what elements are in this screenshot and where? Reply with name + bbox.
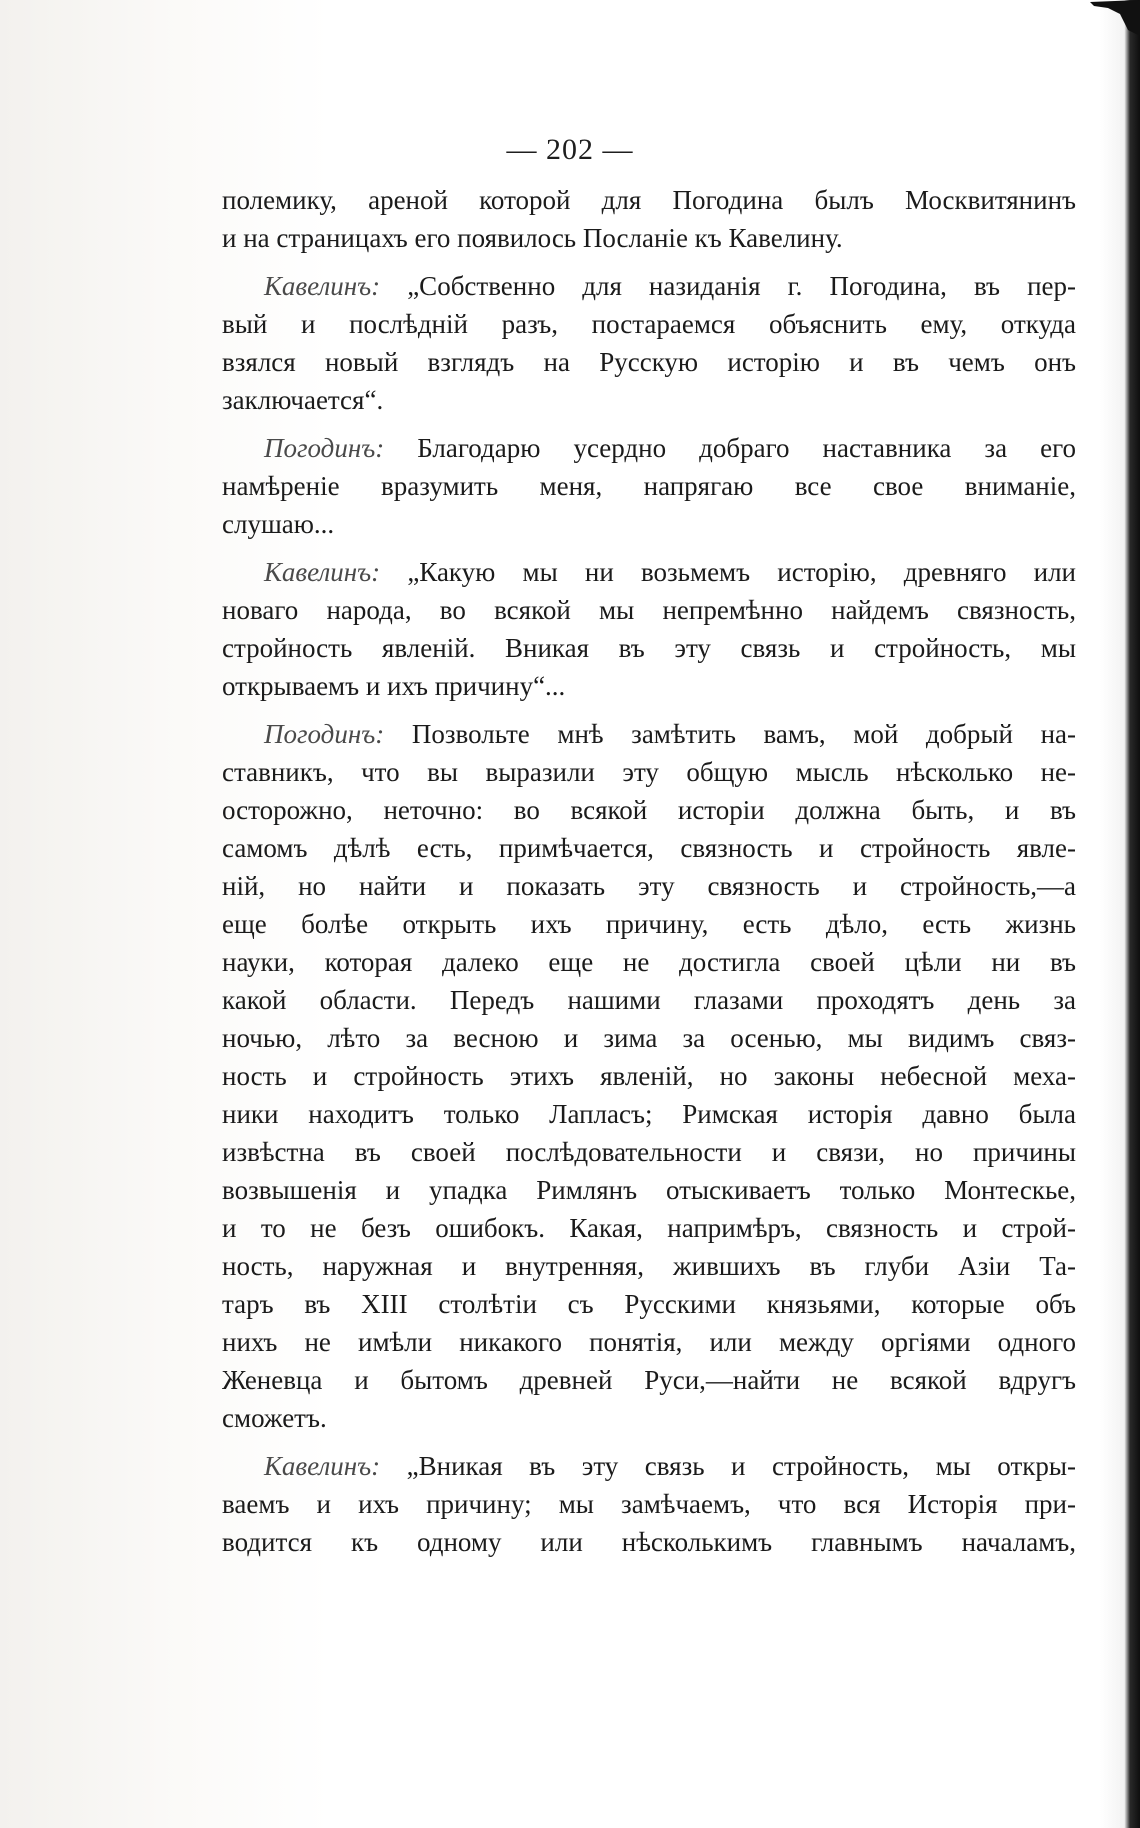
- page-text: [222, 181, 1076, 1561]
- speech-text: „Какую мы ни возьмемъ исторію, древняго или: [407, 557, 1076, 587]
- text-line: и на страницахъ его появилось Посланіе къ Кавелину.: [222, 223, 843, 253]
- text-line: водится къ одному или нѣсколькимъ главнымъ началамъ,: [222, 1527, 1076, 1557]
- speaker-name: Кавелинъ:: [264, 1451, 381, 1481]
- text-line: вый и послѣдній разъ, постараемся объяснить ему, откуда: [222, 309, 1076, 339]
- text-line: полемику, ареной которой для Погодина былъ Москвитянинъ: [222, 185, 1076, 215]
- text-line: ваемъ и ихъ причину; мы замѣчаемъ, что вся Исторія при-: [222, 1489, 1076, 1519]
- text-line: ній, но найти и показать эту связность и стройность,—а: [222, 871, 1076, 901]
- text-line: [222, 429, 1076, 467]
- text-line: стройность явленій. Вникая въ эту связь и стройность, мы: [222, 633, 1076, 663]
- text-line: науки, которая далеко еще не достигла своей цѣли ни въ: [222, 947, 1076, 977]
- text-line: еще болѣе открыть ихъ причину, есть дѣло, есть жизнь: [222, 909, 1076, 939]
- text-line: ночью, лѣто за весною и зима за осенью, мы видимъ связ-: [222, 1023, 1076, 1053]
- text-line: заключается“.: [222, 385, 384, 415]
- page-edge-shadow: [1124, 0, 1140, 1828]
- text-line: извѣстна въ своей послѣдовательности и связи, но причины: [222, 1137, 1076, 1167]
- text-line: взялся новый взглядъ на Русскую исторію и въ чемъ онъ: [222, 347, 1076, 377]
- text-line: самомъ дѣлѣ есть, примѣчается, связность и стройность явле-: [222, 833, 1076, 863]
- text-line: [222, 267, 1076, 305]
- speaker-name: Кавелинъ:: [264, 557, 381, 587]
- text-line: таръ въ XIII столѣтіи съ Русскими князьями, которые объ: [222, 1289, 1076, 1319]
- speaker-name: Погодинъ:: [264, 719, 385, 749]
- text-line: ники находитъ только Лапласъ; Римская исторія давно была: [222, 1099, 1076, 1129]
- text-line: ставникъ, что вы выразили эту общую мысль нѣсколько не-: [222, 757, 1076, 787]
- text-line: ность, наружная и внутренняя, жившихъ въ глуби Азіи Та-: [222, 1251, 1076, 1281]
- text-line: осторожно, неточно: во всякой исторіи должна быть, и въ: [222, 795, 1076, 825]
- page-number: — 202 —: [506, 133, 634, 166]
- text-line: и то не безъ ошибокъ. Какая, напримѣръ, связность и строй-: [222, 1213, 1076, 1243]
- speech-text: „Вникая въ эту связь и стройность, мы откры-: [406, 1451, 1076, 1481]
- speech-text: Позвольте мнѣ замѣтить вамъ, мой добрый на-: [411, 719, 1076, 749]
- text-line: сможетъ.: [222, 1403, 327, 1433]
- text-line: нихъ не имѣли никакого понятія, или между оргіями одного: [222, 1327, 1076, 1357]
- speech-text: Благодарю усердно добраго наставника за его: [417, 433, 1076, 463]
- text-line: Женевца и бытомъ древней Руси,—найти не всякой вдругъ: [222, 1365, 1076, 1395]
- text-line: намѣреніе вразумить меня, напрягаю все свое вниманіе,: [222, 471, 1076, 501]
- text-line: какой области. Передъ нашими глазами проходятъ день за: [222, 985, 1076, 1015]
- text-line: возвышенія и упадка Римлянъ отыскиваетъ только Монтескье,: [222, 1175, 1076, 1205]
- text-line: ность и стройность этихъ явленій, но законы небесной меха-: [222, 1061, 1076, 1091]
- speaker-name: Кавелинъ:: [264, 271, 381, 301]
- speech-text: „Собственно для назиданія г. Погодина, въ пер-: [407, 271, 1076, 301]
- text-line: [222, 715, 1076, 753]
- text-line: [222, 1447, 1076, 1485]
- text-line: [222, 553, 1076, 591]
- text-line: слушаю...: [222, 509, 335, 539]
- text-line: новаго народа, во всякой мы непремѣнно найдемъ связность,: [222, 595, 1076, 625]
- text-line: открываемъ и ихъ причину“...: [222, 671, 566, 701]
- speaker-name: Погодинъ:: [264, 433, 385, 463]
- corner-ink-mark: [1070, 0, 1140, 36]
